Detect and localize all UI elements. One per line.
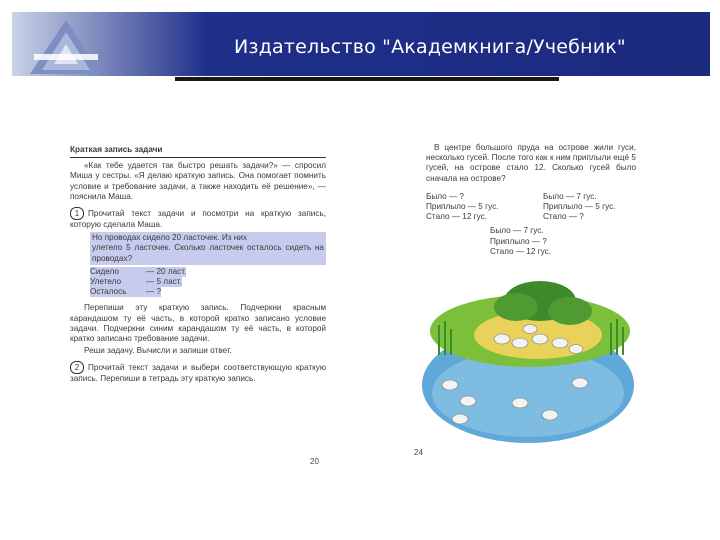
task-1-text: Прочитай текст задачи и посмотри на краткую запись, которую сделала Маша. bbox=[70, 209, 326, 230]
section-title: Краткая запись задачи bbox=[70, 145, 326, 158]
brief-value: — 5 ласт. bbox=[146, 277, 182, 287]
variant-a bbox=[426, 192, 519, 223]
geese-island-illustration bbox=[420, 273, 636, 445]
task-1-problem-line-b: улетело 5 ласточек. Сколько ласточек осталось сидеть на проводах? bbox=[92, 243, 324, 263]
task-1-solve: Реши задачу. Вычисли и запиши ответ. bbox=[84, 346, 232, 356]
geese-problem: В центре большого пруда на острове жили гуси, несколько гусей. После того как к ним приплыли ещё 5 гусей, на острове стало 12. Сколько гусей было сначала на острове? bbox=[426, 143, 636, 183]
task-1-problem-line-a: Но проводах сидело 20 ласточек. Из них bbox=[92, 233, 247, 243]
right-page bbox=[426, 143, 636, 257]
intro-paragraph: «Как тебе удается так быстро решать задачи?» — спросил Миша у сестры. «Я делаю краткую запись. Она помогает помнить условие и требование задачи, а также находить её решение», — пояснила Маша. bbox=[70, 161, 326, 201]
variant-a-line: Приплыло — 5 гус. bbox=[426, 202, 499, 212]
page-title: Издательство "Академкнига/Учебник" bbox=[234, 36, 626, 58]
variant-c bbox=[490, 226, 636, 257]
task-2-number: 2 bbox=[70, 361, 84, 374]
variant-a-line: Было — ? bbox=[426, 191, 464, 201]
brief-value: — 20 ласт. bbox=[146, 266, 187, 276]
brief-value: — ? bbox=[146, 287, 162, 297]
variant-a-line: Стало — 12 гус. bbox=[426, 212, 488, 222]
variant-b-line: Приплыло — 5 гус. bbox=[543, 202, 616, 212]
task-1-brief bbox=[90, 267, 326, 298]
task-1-instructions: Перепиши эту краткую запись. Подчеркни красным карандашом ту её часть, в которой кратко записано условие задачи. Подчеркни синим карандашом ту её часть, в которой кратко записано требование задачи. bbox=[70, 303, 326, 344]
variant-b bbox=[543, 192, 636, 223]
variant-c-line: Было — 7 гус. bbox=[490, 226, 544, 236]
brief-label: Сидело bbox=[90, 267, 146, 277]
variant-c-line: Стало — 12 гус. bbox=[490, 246, 552, 256]
brief-label: Осталось bbox=[90, 287, 146, 297]
variant-c-line: Приплыло — ? bbox=[490, 236, 547, 246]
task-1-number: 1 bbox=[70, 207, 84, 220]
brief-row bbox=[90, 277, 326, 287]
task-2 bbox=[70, 361, 326, 384]
brief-row bbox=[90, 287, 326, 297]
variant-b-line: Стало — ? bbox=[543, 212, 584, 222]
right-page-number: 24 bbox=[414, 448, 423, 457]
task-1-problem bbox=[90, 232, 326, 265]
brief-row bbox=[90, 267, 326, 277]
task-1 bbox=[70, 207, 326, 230]
publisher-logo bbox=[28, 18, 104, 76]
left-page-number: 20 bbox=[310, 457, 319, 466]
header-bar bbox=[12, 12, 710, 76]
left-page bbox=[70, 145, 326, 387]
brief-label: Улетело bbox=[90, 277, 146, 287]
variant-b-line: Было — 7 гус. bbox=[543, 191, 597, 201]
task-2-text: Прочитай текст задачи и выбери соответствующую краткую запись. Перепиши в тетрадь эту краткую запись. bbox=[70, 363, 326, 384]
brief-variants bbox=[426, 192, 636, 223]
header-underline bbox=[175, 77, 559, 81]
